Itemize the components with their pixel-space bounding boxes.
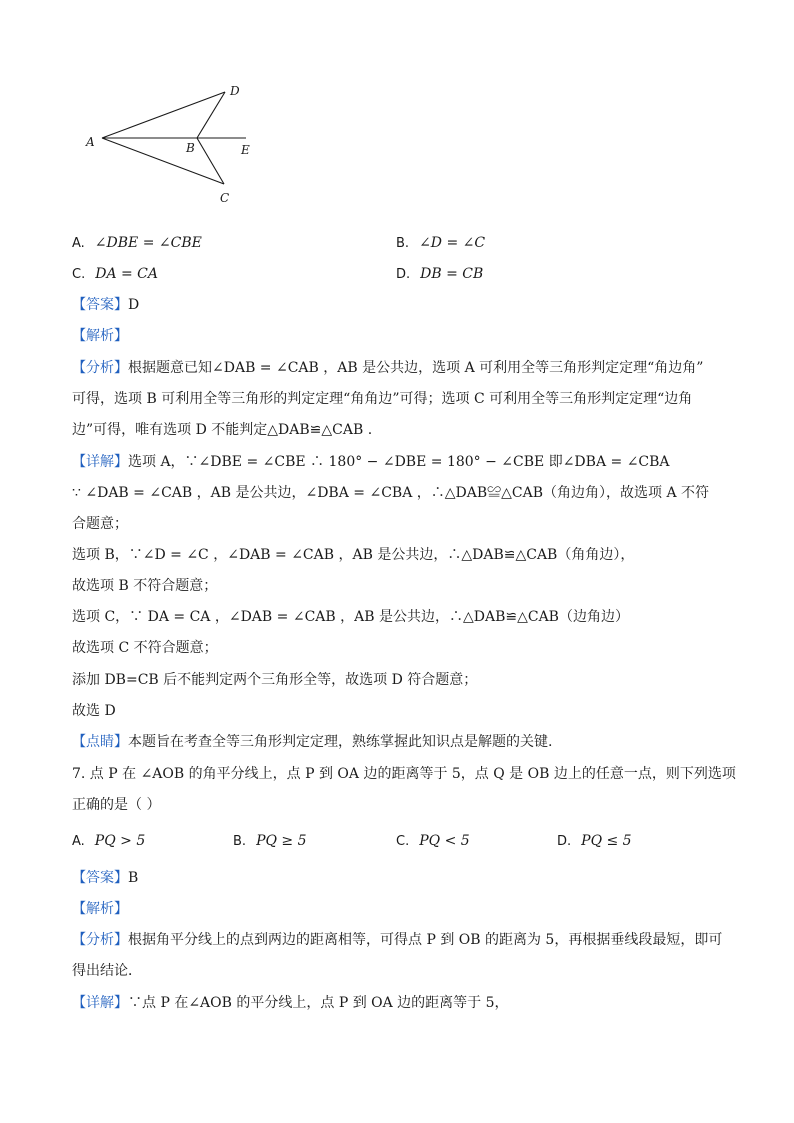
answer-tag: 【答案】 <box>72 870 128 886</box>
q7-xiangjie-line-1 <box>72 993 509 1013</box>
xiangjie-text: 选项 A，∵∠DBE = ∠CBE ∴ 180° − ∠DBE = 180° − ∠CBE 即∠DBA = ∠CBA <box>128 454 670 470</box>
q7-option-d <box>557 831 632 852</box>
fenxi-tag: 【分析】 <box>72 360 128 376</box>
q6-xiangjie-line-6: 选项 C，∵ DA = CA ，∠DAB = ∠CAB ，AB 是公共边，∴△DAB≌△CAB（边角边） <box>72 609 629 625</box>
option-expr: DA = CA <box>95 266 159 282</box>
q7-fenxi-line-2: 得出结论． <box>72 963 142 979</box>
option-expr: ∠DBE = ∠CBE <box>94 235 202 251</box>
option-letter: B. <box>396 236 410 251</box>
option-letter: A. <box>72 236 85 251</box>
xiangjie-text: ∵点 P 在∠AOB 的平分线上，点 P 到 OA 边的距离等于 5， <box>128 995 509 1011</box>
dianjing-tag: 【点睛】 <box>72 734 128 750</box>
option-expr: ∠D = ∠C <box>419 235 486 251</box>
option-expr: PQ ≤ 5 <box>581 833 632 849</box>
option-letter: D. <box>557 834 572 849</box>
q6-dianjing <box>72 732 552 752</box>
answer-value: D <box>128 297 140 313</box>
q7-analysis-heading <box>72 899 128 919</box>
option-letter: D. <box>396 267 411 282</box>
q6-xiangjie-line-4: 选项 B，∵∠D = ∠C ，∠DAB = ∠CAB ，AB 是公共边，∴△DAB≌△CAB（角角边）， <box>72 547 635 563</box>
q7-answer <box>72 868 138 888</box>
fenxi-text: 根据角平分线上的点到两边的距离相等，可得点 P 到 OB 的距离为 5，再根据垂线段最短，即可 <box>128 932 723 948</box>
segment-ad <box>102 92 225 138</box>
option-letter: A. <box>72 834 85 849</box>
label-e: E <box>241 143 250 157</box>
option-expr: PQ > 5 <box>94 833 146 849</box>
xiangjie-tag: 【详解】 <box>72 995 128 1011</box>
segment-bc <box>197 138 224 184</box>
q6-fenxi-line-1 <box>72 358 703 378</box>
q6-xiangjie-line-5: 故选项 B 不符合题意； <box>72 578 218 594</box>
label-c: C <box>220 191 230 205</box>
fenxi-text: 根据题意已知∠DAB = ∠CAB ，AB 是公共边，选项 A 可利用全等三角形判定定理“角边角” <box>128 360 704 376</box>
segment-db <box>197 92 225 138</box>
q6-analysis-heading <box>72 326 128 346</box>
q6-option-b <box>396 233 485 254</box>
q6-answer <box>72 295 139 315</box>
q6-xiangjie-line-7: 故选项 C 不符合题意； <box>72 640 218 656</box>
q6-xiangjie-line-3: 合题意； <box>72 516 128 532</box>
q6-xiangjie-line-2: ∵ ∠DAB = ∠CAB ，AB 是公共边，∠DBA = ∠CBA ，∴△DAB≌△CAB（角边角），故选项 A 不符 <box>72 485 710 501</box>
q6-xiangjie-line-8: 添加 DB=CB 后不能判定两个三角形全等，故选项 D 符合题意； <box>72 672 478 688</box>
segment-ac <box>102 138 224 184</box>
analysis-tag: 【解析】 <box>72 901 128 917</box>
q7-option-c <box>396 831 470 852</box>
geometry-figure <box>80 78 280 213</box>
q7-option-b <box>233 831 307 852</box>
q7-option-a <box>72 831 145 852</box>
option-expr: DB = CB <box>420 266 484 282</box>
q7-fenxi-line-1 <box>72 930 722 950</box>
option-expr: PQ ≥ 5 <box>256 833 307 849</box>
analysis-tag: 【解析】 <box>72 328 128 344</box>
label-d: D <box>230 84 240 98</box>
q6-xiangjie-line-1 <box>72 452 670 472</box>
q6-fenxi-line-2: 可得，选项 B 可利用全等三角形的判定定理“角角边”可得；选项 C 可利用全等三角形判定定理“边角 <box>72 391 693 407</box>
option-letter: B. <box>233 834 247 849</box>
option-expr: PQ < 5 <box>419 833 470 849</box>
option-letter: C. <box>396 834 410 849</box>
q6-option-a <box>72 233 202 254</box>
xiangjie-tag: 【详解】 <box>72 454 128 470</box>
label-b: B <box>186 141 195 155</box>
answer-value: B <box>128 870 139 886</box>
answer-tag: 【答案】 <box>72 297 128 313</box>
label-a: A <box>86 135 95 149</box>
q6-fenxi-line-3: 边”可得，唯有选项 D 不能判定△DAB≌△CAB . <box>72 422 373 438</box>
fenxi-tag: 【分析】 <box>72 932 128 948</box>
q7-stem-line-2: 正确的是（ ） <box>72 797 161 813</box>
option-letter: C. <box>72 267 86 282</box>
q7-stem-line-1: 7. 点 P 在 ∠AOB 的角平分线上，点 P 到 OA 边的距离等于 5，点 Q 是 OB 边上的任意一点，则下列选项 <box>72 766 736 782</box>
q6-option-d <box>396 264 483 285</box>
dianjing-text: 本题旨在考查全等三角形判定定理，熟练掌握此知识点是解题的关键. <box>128 734 553 750</box>
q6-option-c <box>72 264 158 285</box>
q6-xiangjie-line-9: 故选 D <box>72 703 116 719</box>
